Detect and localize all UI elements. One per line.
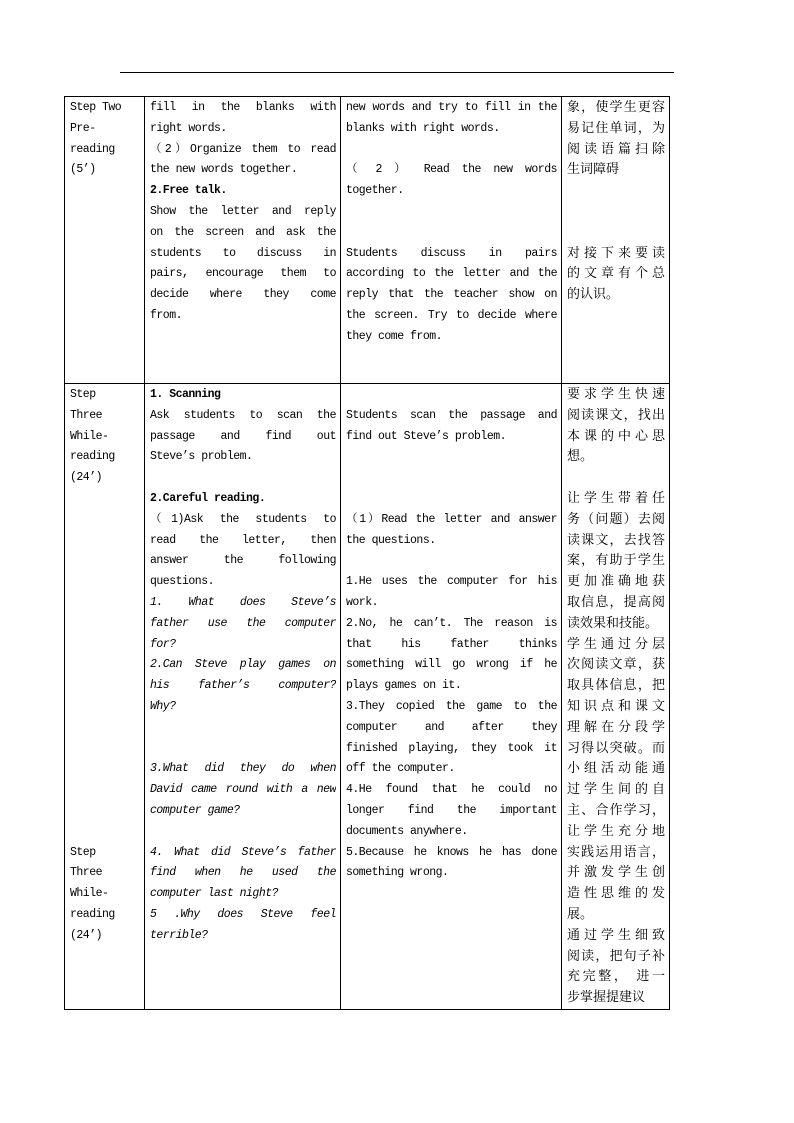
heading bbox=[150, 489, 336, 510]
text-line: right words. bbox=[150, 121, 227, 135]
text-line: computer and after they bbox=[346, 720, 557, 734]
text-line: plays games on it. bbox=[346, 679, 462, 693]
text-line: 务（问题）去阅 bbox=[567, 511, 665, 527]
lesson-plan-table bbox=[64, 96, 670, 1010]
paragraph bbox=[70, 884, 140, 905]
teacher-activity-cell bbox=[145, 384, 341, 1010]
text-line: （ 2 ） Read the new words bbox=[346, 163, 557, 177]
text-line: Students scan the passage and bbox=[346, 408, 557, 422]
paragraph bbox=[346, 406, 557, 448]
blank-line bbox=[70, 593, 140, 614]
text-line: While- bbox=[70, 887, 109, 901]
paragraph bbox=[150, 510, 336, 593]
text-line: work. bbox=[346, 595, 379, 609]
paragraph bbox=[150, 140, 336, 182]
text-line: Three bbox=[70, 866, 103, 880]
text-line: reading bbox=[70, 142, 115, 156]
text-line: decide where they come bbox=[150, 288, 336, 302]
blank-line bbox=[70, 676, 140, 697]
teacher-activity-cell bbox=[145, 97, 341, 384]
text-line: Step bbox=[70, 845, 96, 859]
text-line: 2.Can Steve play games on bbox=[150, 658, 336, 672]
blank-line bbox=[70, 780, 140, 801]
text-line: the questions. bbox=[346, 533, 436, 547]
blank-line bbox=[346, 140, 557, 161]
text-line: 要求学生快速 bbox=[567, 387, 665, 402]
text-line: questions. bbox=[150, 575, 215, 589]
paragraph bbox=[346, 843, 557, 885]
text-line: 次阅读文章，获 bbox=[567, 657, 665, 673]
blank-line bbox=[70, 759, 140, 780]
text-line: Three bbox=[70, 408, 103, 422]
text-line: 想。 bbox=[567, 449, 594, 465]
blank-line bbox=[70, 635, 140, 656]
student-activity-cell bbox=[341, 384, 562, 1010]
step-cell bbox=[65, 384, 145, 1010]
design-purpose-cell bbox=[562, 97, 670, 384]
table-row bbox=[65, 384, 670, 1010]
text-line: 实践运用语言， bbox=[567, 844, 665, 860]
student-activity-cell bbox=[341, 97, 562, 384]
paragraph bbox=[346, 780, 557, 842]
text-line: they come from. bbox=[346, 329, 443, 343]
text-line: 习得以突破。而 bbox=[567, 740, 665, 756]
paragraph bbox=[567, 181, 665, 243]
header-rule bbox=[120, 72, 674, 73]
paragraph bbox=[70, 140, 140, 161]
text-line: 主、合作学习， bbox=[567, 802, 665, 818]
question bbox=[150, 655, 336, 717]
text-line: 象，使学生更容 bbox=[567, 100, 665, 115]
paragraph bbox=[150, 718, 336, 760]
blank-line bbox=[346, 385, 557, 406]
text-line: off the computer. bbox=[346, 762, 455, 776]
text-line: While- bbox=[70, 429, 109, 443]
paragraph bbox=[567, 489, 665, 635]
text-line: Show the letter and reply bbox=[150, 204, 336, 218]
text-line: (24’) bbox=[70, 928, 103, 942]
text-line: that his father thinks bbox=[346, 637, 557, 651]
text-line: his father’s computer? bbox=[150, 679, 336, 693]
paragraph bbox=[346, 614, 557, 697]
text-line: Step Two bbox=[70, 101, 122, 114]
paragraph bbox=[70, 926, 140, 947]
text-line: （1)Ask the students to bbox=[150, 512, 336, 526]
blank-line bbox=[346, 223, 557, 244]
text-line: David came round with a new bbox=[150, 783, 336, 797]
text-line: 2.Free talk. bbox=[150, 184, 227, 198]
text-line: 生词障碍 bbox=[567, 162, 620, 178]
text-line: documents anywhere. bbox=[346, 824, 468, 838]
text-line: something will go wrong if he bbox=[346, 658, 557, 672]
blank-line bbox=[150, 718, 336, 739]
blank-line bbox=[70, 489, 140, 510]
paragraph bbox=[70, 468, 140, 489]
text-line: （1）Read the letter and answer bbox=[346, 512, 557, 526]
text-line: pairs, encourage them to bbox=[150, 267, 336, 281]
text-line: 步掌握提建议 bbox=[567, 990, 646, 1006]
blank-line bbox=[70, 572, 140, 593]
text-line: 读效果和技能。 bbox=[567, 615, 659, 631]
blank-line bbox=[70, 718, 140, 739]
step-cell bbox=[65, 97, 145, 384]
text-line: 4. What did Steve’s father bbox=[150, 845, 336, 859]
text-line: reading bbox=[70, 907, 115, 921]
text-line: terrible? bbox=[150, 928, 208, 942]
paragraph bbox=[70, 863, 140, 884]
text-line: 1. What does Steve’s bbox=[150, 595, 336, 609]
text-line: Steve’s problem. bbox=[150, 450, 253, 464]
text-line: according to the letter and the bbox=[346, 267, 557, 281]
text-line: 更加准确地获 bbox=[567, 574, 665, 590]
text-line: 阅读语篇扫除 bbox=[567, 141, 665, 157]
paragraph bbox=[567, 244, 665, 306]
paragraph bbox=[70, 98, 140, 119]
text-line: 阅读，把句子补 bbox=[567, 948, 665, 964]
paragraph bbox=[567, 385, 665, 468]
text-line: longer find the important bbox=[346, 803, 557, 817]
text-line: new words and try to fill in the bbox=[346, 101, 557, 114]
text-line: 4.He found that he could no bbox=[346, 783, 557, 797]
paragraph bbox=[567, 468, 665, 489]
text-line: finished playing, they took it bbox=[346, 741, 557, 755]
paragraph bbox=[70, 119, 140, 140]
text-line: 1. Scanning bbox=[150, 388, 221, 401]
paragraph bbox=[346, 98, 557, 140]
text-line: 3.They copied the game to the bbox=[346, 699, 557, 713]
text-line: 展。 bbox=[567, 906, 594, 922]
blank-line bbox=[346, 468, 557, 489]
blank-line bbox=[346, 551, 557, 572]
text-line: 案，有助于学生 bbox=[567, 553, 665, 569]
text-line: 2.Careful reading. bbox=[150, 491, 266, 505]
text-line: something wrong. bbox=[346, 866, 449, 880]
text-line: 5.Because he knows he has done bbox=[346, 845, 557, 859]
text-line: Step bbox=[70, 388, 96, 401]
text-line: father use the computer bbox=[150, 616, 336, 630]
text-line: 3.What did they do when bbox=[150, 762, 336, 776]
text-line: blanks with right words. bbox=[346, 121, 500, 135]
blank-line bbox=[70, 801, 140, 822]
paragraph bbox=[567, 98, 665, 181]
text-line: 通过学生细致 bbox=[567, 927, 665, 943]
text-line: find when he used the bbox=[150, 866, 336, 880]
text-line: the new words together. bbox=[150, 163, 298, 177]
text-line: Ask students to scan the bbox=[150, 408, 336, 422]
text-line: （2）Organize them to read bbox=[150, 142, 336, 156]
text-line: 知识点和课文 bbox=[567, 698, 665, 714]
blank-line bbox=[346, 489, 557, 510]
text-line: 阅读课文，找出 bbox=[567, 407, 665, 423]
paragraph bbox=[346, 510, 557, 552]
text-line: 2.No, he can’t. The reason is bbox=[346, 616, 557, 630]
text-line: 取信息，提高阅 bbox=[567, 594, 665, 610]
blank-line bbox=[70, 822, 140, 843]
question bbox=[150, 759, 336, 821]
paragraph bbox=[70, 447, 140, 468]
text-line: Why? bbox=[150, 699, 176, 713]
text-line: 充完整， 进一 bbox=[567, 969, 665, 985]
text-line: 理解在分段学 bbox=[567, 719, 665, 735]
text-line: computer last night? bbox=[150, 887, 279, 901]
paragraph bbox=[70, 489, 140, 843]
blank-line bbox=[567, 468, 665, 489]
paragraph bbox=[150, 468, 336, 489]
text-line: 1.He uses the computer for his bbox=[346, 575, 557, 589]
text-line: (24’) bbox=[70, 471, 103, 485]
text-line: 本课的中心思 bbox=[567, 428, 665, 444]
text-line: computer game? bbox=[150, 803, 240, 817]
paragraph bbox=[150, 822, 336, 843]
text-line: reading bbox=[70, 450, 115, 464]
paragraph bbox=[346, 244, 557, 348]
text-line: for? bbox=[150, 637, 176, 651]
text-line: 取具体信息，把 bbox=[567, 678, 665, 694]
paragraph bbox=[567, 635, 665, 926]
paragraph bbox=[70, 385, 140, 406]
blank-line bbox=[70, 697, 140, 718]
text-line: 的认识。 bbox=[567, 287, 620, 303]
text-line: 的文章有个总 bbox=[567, 266, 665, 282]
text-line: 易记住单词，为 bbox=[567, 120, 665, 136]
table-row bbox=[65, 97, 670, 384]
blank-line bbox=[567, 223, 665, 244]
paragraph bbox=[346, 572, 557, 614]
blank-line bbox=[70, 551, 140, 572]
question bbox=[150, 905, 336, 947]
text-line: (5’) bbox=[70, 163, 96, 177]
blank-line bbox=[70, 614, 140, 635]
paragraph bbox=[70, 427, 140, 448]
blank-line bbox=[150, 822, 336, 843]
blank-line bbox=[150, 739, 336, 760]
paragraph bbox=[346, 697, 557, 780]
text-line: Pre- bbox=[70, 121, 96, 135]
paragraph bbox=[70, 406, 140, 427]
question bbox=[150, 593, 336, 655]
paragraph bbox=[150, 406, 336, 468]
text-line: students to discuss in bbox=[150, 246, 336, 260]
text-line: passage and find out bbox=[150, 429, 336, 443]
blank-line bbox=[346, 202, 557, 223]
text-line: answer the following bbox=[150, 554, 336, 568]
text-line: 学生通过分层 bbox=[567, 636, 665, 652]
question bbox=[150, 843, 336, 905]
blank-line bbox=[70, 531, 140, 552]
paragraph bbox=[150, 98, 336, 140]
text-line: 小组活动能通 bbox=[567, 761, 665, 777]
paragraph bbox=[150, 202, 336, 327]
paragraph bbox=[70, 843, 140, 864]
blank-line bbox=[567, 181, 665, 202]
paragraph bbox=[70, 905, 140, 926]
heading bbox=[150, 181, 336, 202]
paragraph bbox=[567, 926, 665, 1009]
text-line: 让学生带着任 bbox=[567, 490, 665, 506]
paragraph bbox=[346, 160, 557, 202]
text-line: on the screen and ask the bbox=[150, 225, 336, 239]
text-line: 读课文，去找答 bbox=[567, 532, 665, 548]
heading bbox=[150, 385, 336, 406]
blank-line bbox=[70, 510, 140, 531]
text-line: 5 .Why does Steve feel bbox=[150, 907, 336, 921]
paragraph bbox=[70, 160, 140, 181]
paragraph bbox=[346, 140, 557, 161]
text-line: Students discuss in pairs bbox=[346, 246, 557, 260]
blank-line bbox=[70, 739, 140, 760]
paragraph bbox=[346, 447, 557, 509]
paragraph bbox=[346, 385, 557, 406]
blank-line bbox=[567, 202, 665, 223]
text-line: 让学生充分地 bbox=[567, 823, 665, 839]
blank-line bbox=[346, 447, 557, 468]
text-line: reply that the teacher show on bbox=[346, 288, 557, 302]
text-line: 造性思维的发 bbox=[567, 886, 665, 902]
text-line: fill in the blanks with bbox=[150, 101, 336, 114]
text-line: 对接下来要读 bbox=[567, 245, 665, 261]
text-line: read the letter, then bbox=[150, 533, 336, 547]
text-line: 过学生间的自 bbox=[567, 782, 665, 798]
text-line: together. bbox=[346, 184, 404, 198]
design-purpose-cell bbox=[562, 384, 670, 1010]
paragraph bbox=[346, 202, 557, 244]
paragraph bbox=[346, 551, 557, 572]
text-line: find out Steve’s problem. bbox=[346, 429, 507, 443]
blank-line bbox=[70, 655, 140, 676]
blank-line bbox=[150, 468, 336, 489]
text-line: 并激发学生创 bbox=[567, 865, 665, 881]
text-line: from. bbox=[150, 308, 183, 322]
text-line: the screen. Try to decide where bbox=[346, 308, 557, 322]
